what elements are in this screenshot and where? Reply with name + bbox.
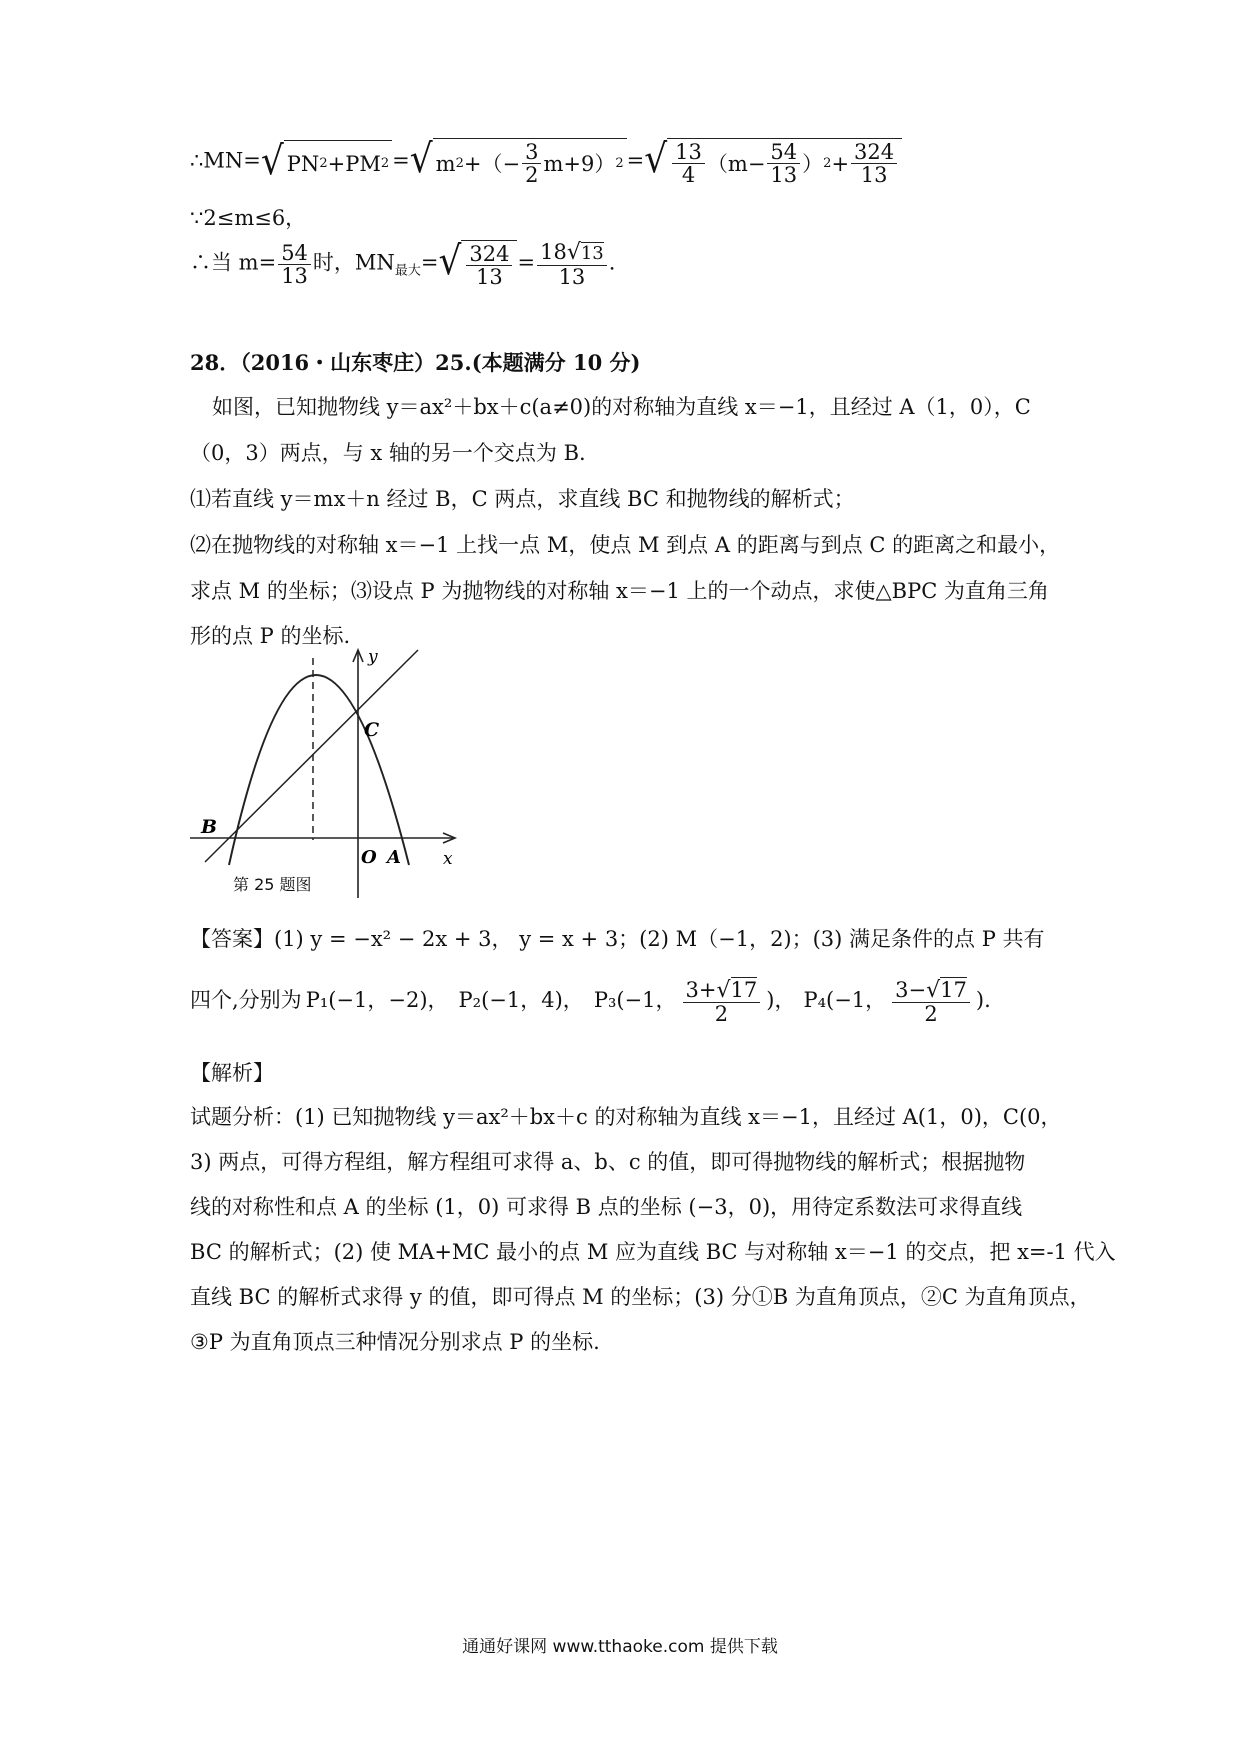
problem-text-6: 形的点 P 的坐标. — [190, 624, 351, 648]
label-a: A — [387, 847, 401, 868]
answer-line-1: 【答案】(1) y = −x² − 2x + 3， y = x + 3；(2) M（−1，2)；(3) 满足条件的点 P 共有 — [190, 927, 1045, 951]
analysis-line-3: 线的对称性和点 A 的坐标 (1，0) 可求得 B 点的坐标 (−3，0)，用待定系数法可求得直线 — [190, 1195, 1023, 1219]
label-x: x — [443, 849, 453, 869]
analysis-line-2: 3) 两点，可得方程组，解方程组可求得 a、b、c 的值，即可得抛物线的解析式；根据抛物 — [190, 1150, 1026, 1174]
parabola-curve — [229, 675, 409, 865]
label-y: y — [368, 647, 378, 667]
line-bc — [205, 650, 418, 862]
problem-text-2: （0，3）两点，与 x 轴的另一个交点为 B. — [190, 441, 586, 465]
figure-caption: 第 25 题图 — [233, 875, 312, 894]
problem-text-5: 求点 M 的坐标；⑶设点 P 为抛物线的对称轴 x＝−1 上的一个动点，求使△BPC 为直角三角 — [190, 579, 1049, 603]
label-c: C — [364, 719, 380, 741]
parabola-figure — [185, 640, 475, 910]
condition-line: ∵2≤m≤6， — [190, 206, 307, 230]
formula-mn: ∴MN= √ PN 2 +PM 2 = √ m 2 +（− $\frac{3}{2}$ m+9） 2 = √ $\frac{13}{4}$ （m− $\frac{54}{13}$ ） 2 + $\frac{324}{13}$ — [190, 138, 902, 186]
analysis-line-6: ③P 为直角顶点三种情况分别求点 P 的坐标. — [190, 1330, 600, 1354]
label-b: B — [201, 816, 218, 838]
problem-text-3: ⑴若直线 y＝mx＋n 经过 B，C 两点，求直线 BC 和抛物线的解析式； — [190, 487, 855, 511]
problem-text-1: 如图，已知抛物线 y＝ax²＋bx＋c(a≠0)的对称轴为直线 x＝−1，且经过 A（1，0），C — [212, 395, 1031, 419]
analysis-line-5: 直线 BC 的解析式求得 y 的值，即可得点 M 的坐标；(3) 分①B 为直角顶点，②C 为直角顶点， — [190, 1285, 1091, 1309]
analysis-line-1: 试题分析：(1) 已知抛物线 y＝ax²＋bx＋c 的对称轴为直线 x＝−1，且经过 A(1，0)，C(0， — [190, 1105, 1062, 1129]
page-footer: 通通好课网 www.tthaoke.com 提供下载 — [462, 1637, 778, 1657]
analysis-line-4: BC 的解析式；(2) 使 MA+MC 最小的点 M 应为直线 BC 与对称轴 x＝−1 的交点，把 x=-1 代入 — [190, 1240, 1116, 1264]
formula-max: ∴当 m= $\frac{54}{13}$ 时，$MN_{最大}=$ √ $\frac{324}{13}$ = 18 √ 13 13 . — [190, 238, 616, 289]
problem-header: 28．（2016・山东枣庄）25.(本题满分 10 分) — [190, 350, 641, 375]
answer-line-2: 四个,分别为 P₁(−1，−2)， P₂(−1，4)， P₃(−1， $\frac{3+√17}{2}$ )， P₄(−1， $\frac{3-√17}{2}$ ). — [190, 977, 991, 1026]
problem-text-4: ⑵在抛物线的对称轴 x＝−1 上找一点 M，使点 M 到点 A 的距离与到点 C 的距离之和最小， — [190, 533, 1061, 557]
label-o: O — [361, 847, 377, 868]
analysis-header: 【解析】 — [190, 1061, 274, 1085]
